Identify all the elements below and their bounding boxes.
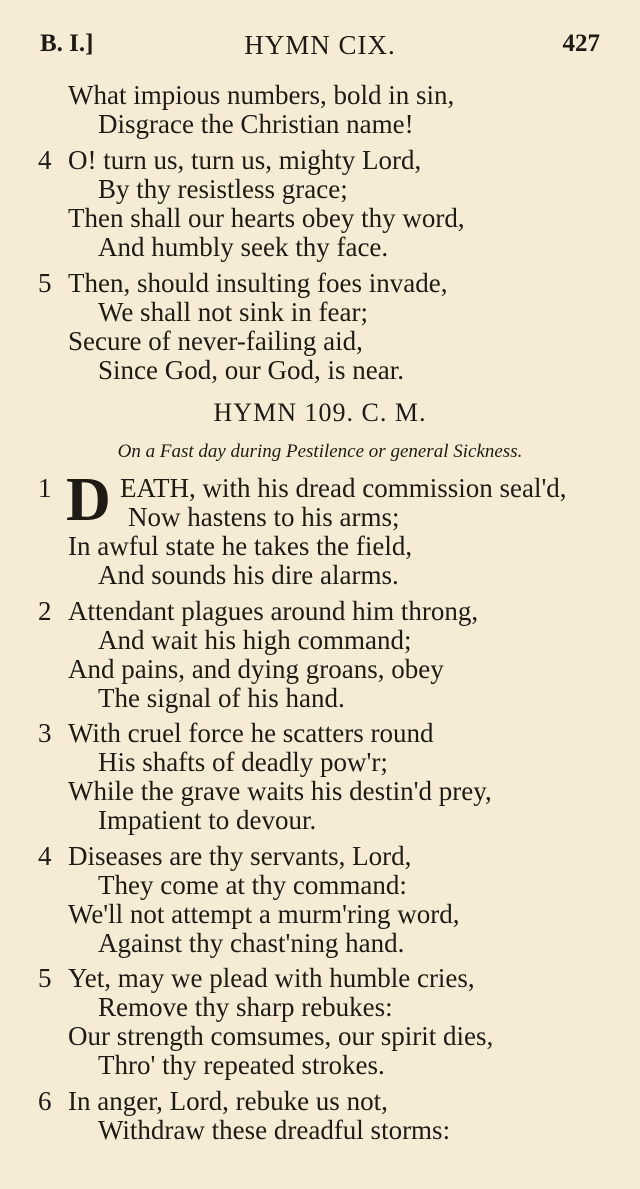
- verse-line: We'll not attempt a murm'ring word,: [68, 899, 460, 929]
- verse-line: Then shall our hearts obey thy word,: [68, 203, 465, 233]
- verse-line: Thro' thy repeated strokes.: [98, 1050, 385, 1080]
- verse-line: Remove thy sharp rebukes:: [98, 992, 393, 1022]
- verse-line: By thy resistless grace;: [98, 174, 348, 204]
- stanza-number: 6: [38, 1086, 52, 1116]
- verse-line: With cruel force he scatters round: [68, 718, 434, 748]
- running-title: HYMN CIX.: [244, 30, 396, 60]
- hymn-title: HYMN 109. C. M.: [213, 398, 427, 427]
- verse-line: And sounds his dire alarms.: [98, 560, 399, 590]
- verse-line: The signal of his hand.: [98, 683, 345, 713]
- verse-line: His shafts of deadly pow'r;: [98, 747, 388, 777]
- verse-line: Against thy chast'ning hand.: [98, 928, 405, 958]
- verse-line: Since God, our God, is near.: [98, 355, 404, 385]
- verse-line: Secure of never-failing aid,: [68, 326, 363, 356]
- verse-line: Impatient to devour.: [98, 805, 317, 835]
- drop-cap-letter: D: [66, 466, 111, 534]
- stanza-number: 2: [38, 596, 52, 626]
- stanza-number: 4: [38, 841, 52, 871]
- verse-line: Our strength comsumes, our spirit dies,: [68, 1021, 494, 1051]
- hymn-subtitle: On a Fast day during Pestilence or general Sickness.: [117, 441, 523, 462]
- stanza-number: 1: [38, 473, 52, 503]
- verse-line: And pains, and dying groans, obey: [68, 654, 444, 684]
- verse-line: Withdraw these dreadful storms:: [98, 1115, 451, 1145]
- verse-line: We shall not sink in fear;: [98, 297, 369, 327]
- page-number: 427: [562, 30, 600, 57]
- verse-line: And wait his high command;: [98, 625, 412, 655]
- verse-line: O! turn us, turn us, mighty Lord,: [68, 145, 422, 175]
- stanza-number: 5: [38, 963, 52, 993]
- verse-line: In awful state he takes the field,: [68, 531, 413, 561]
- verse-line: Then, should insulting foes invade,: [68, 268, 448, 298]
- verse-line: They come at thy command:: [98, 870, 407, 900]
- verse-line: And humbly seek thy face.: [98, 232, 389, 262]
- section-label: B. I.]: [40, 30, 94, 57]
- verse-line: In anger, Lord, rebuke us not,: [68, 1086, 388, 1116]
- stanza-number: 3: [38, 718, 52, 748]
- stanza-number: 5: [38, 268, 52, 298]
- verse-line: Now hastens to his arms;: [128, 502, 400, 532]
- running-header: [40, 30, 600, 66]
- verse-line: Diseases are thy servants, Lord,: [68, 841, 412, 871]
- stanza-number: 4: [38, 145, 52, 175]
- verse-line: Disgrace the Christian name!: [98, 109, 414, 139]
- verse-line: Attendant plagues around him throng,: [68, 596, 479, 626]
- verse-line: While the grave waits his destin'd prey,: [68, 776, 492, 806]
- verse-line: Yet, may we plead with humble cries,: [68, 963, 475, 993]
- verse-line: EATH, with his dread commission seal'd,: [120, 473, 567, 503]
- verse-line: What impious numbers, bold in sin,: [68, 80, 455, 110]
